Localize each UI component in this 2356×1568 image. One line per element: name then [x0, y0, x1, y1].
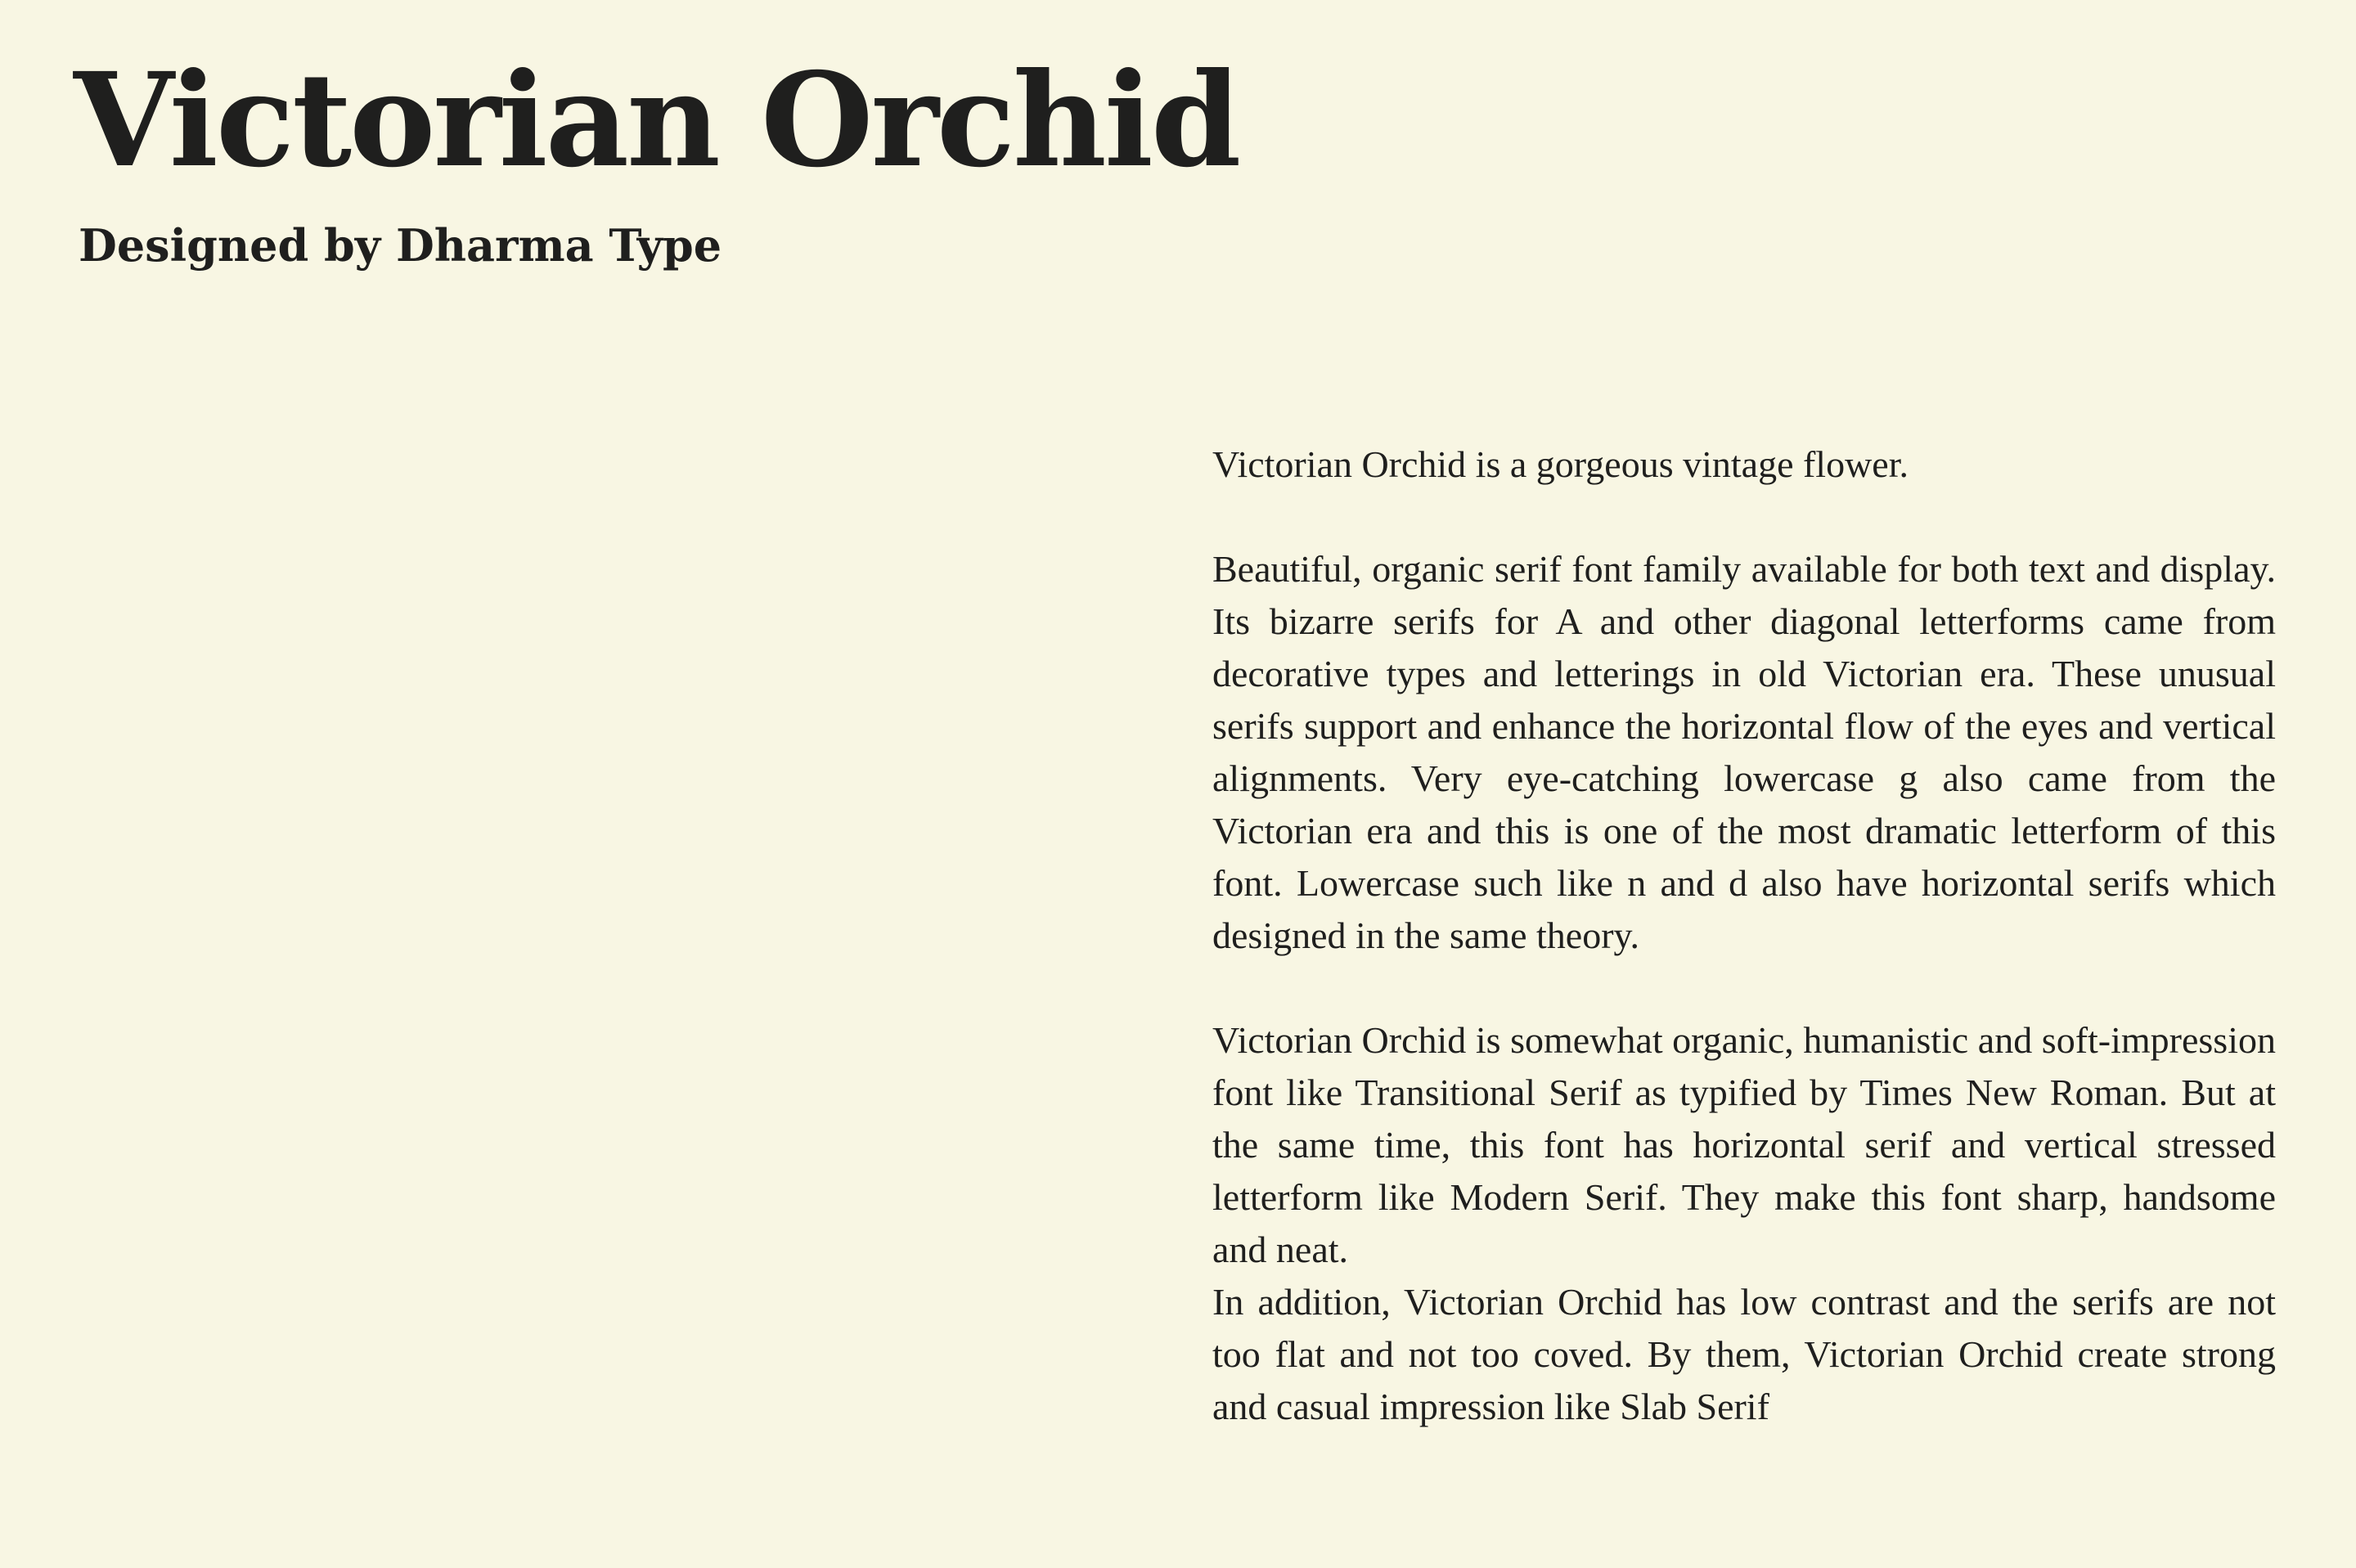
description-paragraph-1: Beautiful, organic serif font family available for both text and display. Its bizarre serifs for A and other diagonal letterforms came from decorative types and letterings in old Victorian era. These unusual serifs support and enhance the horizontal flow of the eyes and vertical alignments. Very eye-catching lowercase g also came from the Victorian era and this is one of the most dramatic letterform of this font. Lowercase such like n and d also have horizontal serifs which designed in the same theory.	[1212, 548, 2276, 956]
description-column	[1212, 438, 2276, 1433]
page-title: Victorian Orchid	[74, 45, 1239, 196]
description-paragraph-2: Victorian Orchid is somewhat organic, humanistic and soft-impression font like Transitional Serif as typified by Times New Roman. But at the same time, this font has horizontal serif and vertical stressed letterform like Modern Serif. They make this font sharp, handsome and neat.	[1212, 1019, 2276, 1270]
designer-credit: Designed by Dharma Type	[79, 219, 722, 272]
intro-paragraph: Victorian Orchid is a gorgeous vintage flower.	[1212, 443, 1909, 485]
description-paragraph-3: In addition, Victorian Orchid has low contrast and the serifs are not too flat and not too coved. By them, Victorian Orchid create strong and casual impression like Slab Serif	[1212, 1281, 2276, 1427]
